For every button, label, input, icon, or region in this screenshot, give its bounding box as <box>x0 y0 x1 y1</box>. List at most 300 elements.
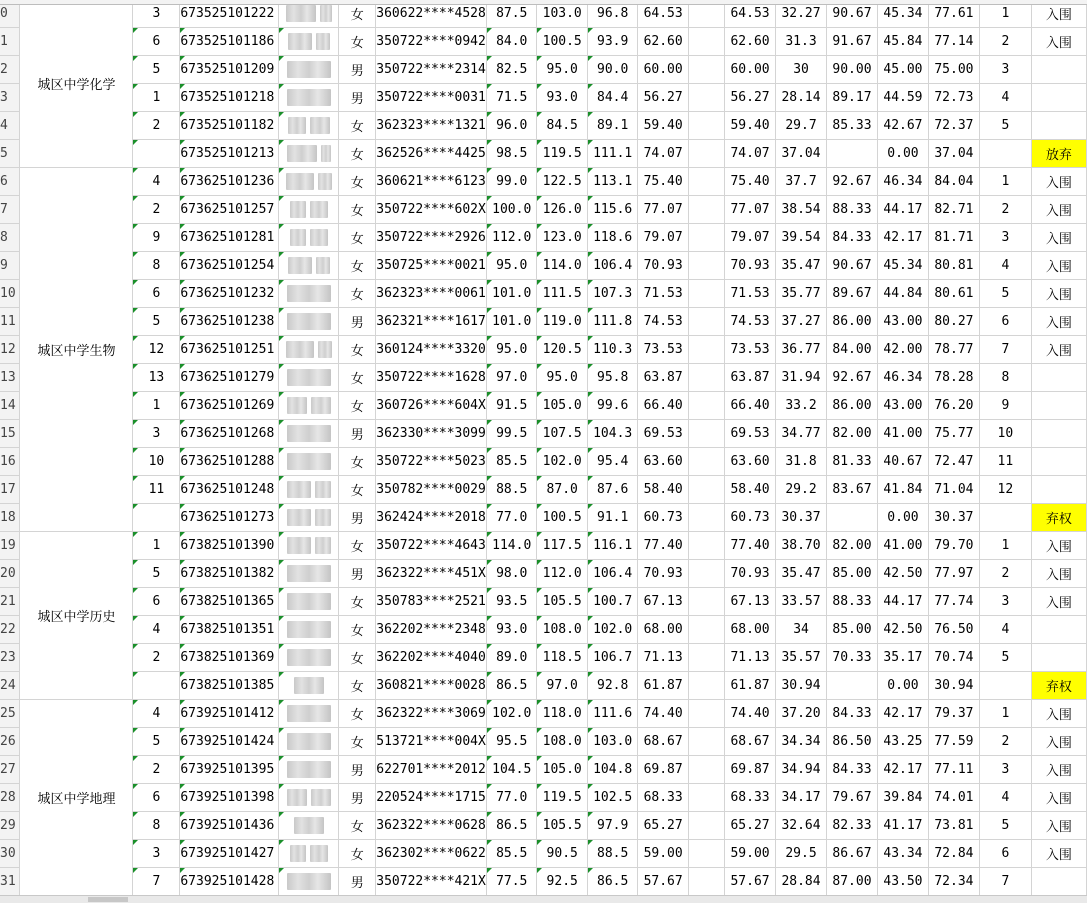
name-cell-redacted[interactable] <box>279 308 339 336</box>
status-cell[interactable]: 入围 <box>1031 168 1086 196</box>
score-cell[interactable]: 85.33 <box>827 112 878 140</box>
score-cell[interactable]: 86.00 <box>827 308 878 336</box>
rank-cell[interactable]: 1 <box>979 532 1031 560</box>
score-cell[interactable]: 95.0 <box>487 252 537 280</box>
row-header[interactable]: 14 <box>0 392 20 420</box>
id-card-cell[interactable]: 362330****3099 <box>376 420 487 448</box>
name-cell-redacted[interactable] <box>279 168 339 196</box>
status-cell[interactable] <box>1031 448 1086 476</box>
score-cell[interactable]: 46.34 <box>877 168 928 196</box>
name-cell-redacted[interactable] <box>279 728 339 756</box>
gender-cell[interactable]: 女 <box>339 140 376 168</box>
exam-id-cell[interactable]: 673925101398 <box>180 784 279 812</box>
gender-cell[interactable]: 女 <box>339 168 376 196</box>
score-cell[interactable]: 35.17 <box>877 644 928 672</box>
table-row[interactable] <box>0 448 1087 476</box>
exam-id-cell[interactable]: 673625101251 <box>180 336 279 364</box>
empty-cell[interactable] <box>689 224 725 252</box>
empty-cell[interactable] <box>689 280 725 308</box>
gender-cell[interactable]: 女 <box>339 644 376 672</box>
name-cell-redacted[interactable] <box>279 588 339 616</box>
seq-cell[interactable]: 11 <box>133 476 180 504</box>
score-cell[interactable]: 70.93 <box>638 560 689 588</box>
score-cell[interactable]: 29.5 <box>776 840 827 868</box>
score-cell[interactable]: 91.67 <box>827 28 878 56</box>
score-cell[interactable]: 100.5 <box>537 504 588 532</box>
score-cell[interactable]: 59.40 <box>638 112 689 140</box>
score-cell[interactable]: 95.0 <box>487 336 537 364</box>
exam-id-cell[interactable]: 673925101427 <box>180 840 279 868</box>
score-cell[interactable]: 77.61 <box>928 0 979 28</box>
score-cell[interactable]: 45.84 <box>877 28 928 56</box>
score-cell[interactable]: 126.0 <box>537 196 588 224</box>
score-cell[interactable]: 0.00 <box>877 504 928 532</box>
score-cell[interactable]: 59.00 <box>725 840 776 868</box>
gender-cell[interactable]: 女 <box>339 448 376 476</box>
score-cell[interactable]: 41.00 <box>877 420 928 448</box>
gender-cell[interactable]: 男 <box>339 560 376 588</box>
empty-cell[interactable] <box>689 560 725 588</box>
empty-cell[interactable] <box>689 28 725 56</box>
score-cell[interactable]: 84.4 <box>588 84 638 112</box>
id-card-cell[interactable]: 350783****2521 <box>376 588 487 616</box>
score-cell[interactable] <box>827 504 878 532</box>
score-cell[interactable]: 39.54 <box>776 224 827 252</box>
subject-group-cell[interactable]: 城区中学生物 <box>20 168 133 532</box>
table-row[interactable] <box>0 644 1087 672</box>
seq-cell[interactable]: 2 <box>133 112 180 140</box>
seq-cell[interactable]: 6 <box>133 280 180 308</box>
score-cell[interactable]: 95.8 <box>588 364 638 392</box>
score-cell[interactable]: 44.59 <box>877 84 928 112</box>
table-row[interactable] <box>0 28 1087 56</box>
name-cell-redacted[interactable] <box>279 784 339 812</box>
empty-cell[interactable] <box>689 672 725 700</box>
seq-cell[interactable]: 5 <box>133 308 180 336</box>
gender-cell[interactable]: 女 <box>339 672 376 700</box>
score-cell[interactable]: 97.9 <box>588 812 638 840</box>
name-cell-redacted[interactable] <box>279 224 339 252</box>
rank-cell[interactable]: 11 <box>979 448 1031 476</box>
rank-cell[interactable]: 3 <box>979 56 1031 84</box>
score-cell[interactable]: 122.5 <box>537 168 588 196</box>
table-row[interactable] <box>0 560 1087 588</box>
score-cell[interactable]: 106.7 <box>588 644 638 672</box>
score-cell[interactable]: 77.74 <box>928 588 979 616</box>
score-cell[interactable]: 33.57 <box>776 588 827 616</box>
table-row[interactable] <box>0 308 1087 336</box>
exam-id-cell[interactable]: 673625101238 <box>180 308 279 336</box>
name-cell-redacted[interactable] <box>279 476 339 504</box>
score-cell[interactable]: 117.5 <box>537 532 588 560</box>
id-card-cell[interactable]: 362526****4425 <box>376 140 487 168</box>
score-cell[interactable]: 93.0 <box>537 84 588 112</box>
subject-group-cell[interactable]: 城区中学地理 <box>20 700 133 896</box>
name-cell-redacted[interactable] <box>279 112 339 140</box>
name-cell-redacted[interactable] <box>279 532 339 560</box>
score-cell[interactable]: 70.33 <box>827 644 878 672</box>
score-cell[interactable]: 41.00 <box>877 532 928 560</box>
name-cell-redacted[interactable] <box>279 672 339 700</box>
gender-cell[interactable]: 女 <box>339 812 376 840</box>
score-cell[interactable]: 74.53 <box>725 308 776 336</box>
row-header[interactable]: 26 <box>0 728 20 756</box>
score-cell[interactable]: 92.67 <box>827 364 878 392</box>
score-cell[interactable]: 42.17 <box>877 700 928 728</box>
seq-cell[interactable]: 9 <box>133 224 180 252</box>
gender-cell[interactable]: 女 <box>339 0 376 28</box>
exam-id-cell[interactable]: 673925101424 <box>180 728 279 756</box>
rank-cell[interactable] <box>979 140 1031 168</box>
score-cell[interactable]: 41.84 <box>877 476 928 504</box>
score-cell[interactable]: 110.3 <box>588 336 638 364</box>
name-cell-redacted[interactable] <box>279 868 339 896</box>
exam-id-cell[interactable]: 673625101288 <box>180 448 279 476</box>
score-cell[interactable]: 34 <box>776 616 827 644</box>
score-cell[interactable]: 96.8 <box>588 0 638 28</box>
score-cell[interactable]: 85.5 <box>487 448 537 476</box>
score-cell[interactable]: 35.47 <box>776 252 827 280</box>
empty-cell[interactable] <box>689 868 725 896</box>
rank-cell[interactable] <box>979 672 1031 700</box>
table-row[interactable] <box>0 532 1087 560</box>
score-cell[interactable]: 99.5 <box>487 420 537 448</box>
score-cell[interactable] <box>827 672 878 700</box>
score-cell[interactable]: 83.67 <box>827 476 878 504</box>
row-header[interactable]: 11 <box>0 308 20 336</box>
seq-cell[interactable]: 13 <box>133 364 180 392</box>
score-cell[interactable]: 34.77 <box>776 420 827 448</box>
gender-cell[interactable]: 女 <box>339 616 376 644</box>
score-cell[interactable]: 31.3 <box>776 28 827 56</box>
score-cell[interactable]: 89.17 <box>827 84 878 112</box>
empty-cell[interactable] <box>689 364 725 392</box>
score-cell[interactable]: 72.37 <box>928 112 979 140</box>
score-cell[interactable]: 32.64 <box>776 812 827 840</box>
seq-cell[interactable]: 2 <box>133 756 180 784</box>
score-cell[interactable]: 63.60 <box>725 448 776 476</box>
status-cell[interactable]: 入围 <box>1031 336 1086 364</box>
score-cell[interactable]: 102.0 <box>588 616 638 644</box>
status-cell[interactable]: 入围 <box>1031 840 1086 868</box>
status-cell[interactable]: 入围 <box>1031 196 1086 224</box>
exam-id-cell[interactable]: 673525101182 <box>180 112 279 140</box>
table-row[interactable] <box>0 84 1087 112</box>
id-card-cell[interactable]: 360621****6123 <box>376 168 487 196</box>
score-cell[interactable]: 76.50 <box>928 616 979 644</box>
seq-cell[interactable]: 1 <box>133 392 180 420</box>
status-cell[interactable]: 入围 <box>1031 784 1086 812</box>
rank-cell[interactable]: 5 <box>979 112 1031 140</box>
score-cell[interactable]: 105.0 <box>537 392 588 420</box>
score-cell[interactable]: 90.0 <box>588 56 638 84</box>
score-cell[interactable]: 105.5 <box>537 812 588 840</box>
table-row[interactable] <box>0 140 1087 168</box>
table-row[interactable] <box>0 420 1087 448</box>
empty-cell[interactable] <box>689 504 725 532</box>
score-cell[interactable]: 71.5 <box>487 84 537 112</box>
score-cell[interactable]: 91.1 <box>588 504 638 532</box>
score-cell[interactable]: 41.17 <box>877 812 928 840</box>
status-cell[interactable]: 入围 <box>1031 756 1086 784</box>
score-cell[interactable]: 98.0 <box>487 560 537 588</box>
gender-cell[interactable]: 女 <box>339 28 376 56</box>
score-cell[interactable]: 70.93 <box>725 252 776 280</box>
score-cell[interactable]: 30.37 <box>928 504 979 532</box>
status-cell[interactable]: 入围 <box>1031 560 1086 588</box>
score-cell[interactable]: 43.00 <box>877 308 928 336</box>
row-header[interactable]: 2 <box>0 56 20 84</box>
score-cell[interactable]: 70.74 <box>928 644 979 672</box>
status-cell[interactable]: 入围 <box>1031 588 1086 616</box>
score-cell[interactable]: 71.53 <box>638 280 689 308</box>
score-cell[interactable]: 44.17 <box>877 588 928 616</box>
score-cell[interactable]: 92.67 <box>827 168 878 196</box>
score-cell[interactable]: 77.07 <box>725 196 776 224</box>
score-cell[interactable]: 118.5 <box>537 644 588 672</box>
score-cell[interactable]: 101.0 <box>487 308 537 336</box>
score-cell[interactable]: 38.70 <box>776 532 827 560</box>
score-cell[interactable]: 60.00 <box>638 56 689 84</box>
empty-cell[interactable] <box>689 112 725 140</box>
score-cell[interactable]: 43.00 <box>877 392 928 420</box>
exam-id-cell[interactable]: 673525101209 <box>180 56 279 84</box>
score-cell[interactable]: 72.47 <box>928 448 979 476</box>
score-cell[interactable]: 69.87 <box>725 756 776 784</box>
score-cell[interactable]: 84.00 <box>827 336 878 364</box>
empty-cell[interactable] <box>689 196 725 224</box>
score-cell[interactable]: 111.8 <box>588 308 638 336</box>
score-cell[interactable]: 70.93 <box>638 252 689 280</box>
seq-cell[interactable]: 1 <box>133 532 180 560</box>
score-cell[interactable]: 82.5 <box>487 56 537 84</box>
score-cell[interactable]: 105.0 <box>537 756 588 784</box>
table-row[interactable] <box>0 700 1087 728</box>
exam-id-cell[interactable]: 673825101369 <box>180 644 279 672</box>
score-cell[interactable]: 56.27 <box>638 84 689 112</box>
exam-id-cell[interactable]: 673825101351 <box>180 616 279 644</box>
row-header[interactable]: 27 <box>0 756 20 784</box>
score-cell[interactable]: 120.5 <box>537 336 588 364</box>
id-card-cell[interactable]: 360622****4528 <box>376 0 487 28</box>
score-cell[interactable]: 0.00 <box>877 140 928 168</box>
row-header[interactable]: 10 <box>0 280 20 308</box>
rank-cell[interactable]: 10 <box>979 420 1031 448</box>
score-cell[interactable]: 84.33 <box>827 756 878 784</box>
table-row[interactable] <box>0 112 1087 140</box>
row-header[interactable]: 7 <box>0 196 20 224</box>
table-row[interactable] <box>0 616 1087 644</box>
id-card-cell[interactable]: 350722****0031 <box>376 84 487 112</box>
exam-id-cell[interactable]: 673525101213 <box>180 140 279 168</box>
score-cell[interactable]: 89.0 <box>487 644 537 672</box>
score-cell[interactable]: 118.0 <box>537 700 588 728</box>
status-cell[interactable]: 弃权 <box>1031 504 1086 532</box>
score-cell[interactable]: 75.40 <box>725 168 776 196</box>
score-cell[interactable]: 113.1 <box>588 168 638 196</box>
score-cell[interactable]: 61.87 <box>725 672 776 700</box>
status-cell[interactable]: 入围 <box>1031 532 1086 560</box>
gender-cell[interactable]: 男 <box>339 868 376 896</box>
id-card-cell[interactable]: 220524****1715 <box>376 784 487 812</box>
seq-cell[interactable]: 8 <box>133 812 180 840</box>
rank-cell[interactable]: 2 <box>979 560 1031 588</box>
score-cell[interactable]: 84.33 <box>827 700 878 728</box>
empty-cell[interactable] <box>689 168 725 196</box>
id-card-cell[interactable]: 362322****3069 <box>376 700 487 728</box>
status-cell[interactable]: 入围 <box>1031 0 1086 28</box>
gender-cell[interactable]: 男 <box>339 756 376 784</box>
score-cell[interactable]: 84.04 <box>928 168 979 196</box>
score-cell[interactable]: 45.34 <box>877 252 928 280</box>
gender-cell[interactable]: 女 <box>339 392 376 420</box>
score-cell[interactable]: 87.00 <box>827 868 878 896</box>
score-cell[interactable]: 68.00 <box>725 616 776 644</box>
score-cell[interactable]: 86.67 <box>827 840 878 868</box>
row-header[interactable]: 6 <box>0 168 20 196</box>
score-cell[interactable]: 77.11 <box>928 756 979 784</box>
row-header[interactable]: 23 <box>0 644 20 672</box>
score-cell[interactable]: 66.40 <box>725 392 776 420</box>
name-cell-redacted[interactable] <box>279 420 339 448</box>
score-cell[interactable]: 37.04 <box>776 140 827 168</box>
gender-cell[interactable]: 女 <box>339 728 376 756</box>
score-cell[interactable]: 93.5 <box>487 588 537 616</box>
score-cell[interactable]: 45.00 <box>877 56 928 84</box>
empty-cell[interactable] <box>689 84 725 112</box>
empty-cell[interactable] <box>689 476 725 504</box>
seq-cell[interactable]: 6 <box>133 588 180 616</box>
score-cell[interactable]: 74.07 <box>725 140 776 168</box>
score-cell[interactable]: 79.70 <box>928 532 979 560</box>
score-cell[interactable]: 31.8 <box>776 448 827 476</box>
table-row[interactable] <box>0 224 1087 252</box>
id-card-cell[interactable]: 360821****0028 <box>376 672 487 700</box>
score-cell[interactable]: 118.6 <box>588 224 638 252</box>
status-cell[interactable] <box>1031 868 1086 896</box>
subject-group-cell[interactable]: 城区中学化学 <box>20 0 133 168</box>
exam-id-cell[interactable]: 673625101268 <box>180 420 279 448</box>
score-cell[interactable]: 106.4 <box>588 252 638 280</box>
seq-cell[interactable]: 6 <box>133 28 180 56</box>
table-row[interactable] <box>0 756 1087 784</box>
column-header-bar[interactable] <box>0 0 1087 5</box>
empty-cell[interactable] <box>689 336 725 364</box>
score-cell[interactable]: 62.60 <box>725 28 776 56</box>
score-cell[interactable]: 74.40 <box>638 700 689 728</box>
gender-cell[interactable]: 女 <box>339 336 376 364</box>
score-cell[interactable]: 77.40 <box>638 532 689 560</box>
score-cell[interactable]: 106.4 <box>588 560 638 588</box>
table-row[interactable] <box>0 392 1087 420</box>
id-card-cell[interactable]: 350722****421X <box>376 868 487 896</box>
score-cell[interactable]: 77.07 <box>638 196 689 224</box>
score-cell[interactable]: 114.0 <box>537 252 588 280</box>
gender-cell[interactable]: 女 <box>339 252 376 280</box>
rank-cell[interactable]: 3 <box>979 588 1031 616</box>
name-cell-redacted[interactable] <box>279 140 339 168</box>
score-cell[interactable]: 99.6 <box>588 392 638 420</box>
status-cell[interactable]: 入围 <box>1031 812 1086 840</box>
score-cell[interactable]: 72.84 <box>928 840 979 868</box>
score-cell[interactable]: 82.00 <box>827 532 878 560</box>
score-cell[interactable]: 42.17 <box>877 756 928 784</box>
seq-cell[interactable] <box>133 672 180 700</box>
score-cell[interactable]: 90.67 <box>827 252 878 280</box>
score-cell[interactable]: 100.5 <box>537 28 588 56</box>
exam-id-cell[interactable]: 673625101248 <box>180 476 279 504</box>
exam-id-cell[interactable]: 673525101186 <box>180 28 279 56</box>
rank-cell[interactable]: 4 <box>979 784 1031 812</box>
empty-cell[interactable] <box>689 644 725 672</box>
rank-cell[interactable]: 6 <box>979 308 1031 336</box>
exam-id-cell[interactable]: 673825101382 <box>180 560 279 588</box>
name-cell-redacted[interactable] <box>279 196 339 224</box>
exam-id-cell[interactable]: 673625101236 <box>180 168 279 196</box>
score-cell[interactable]: 82.33 <box>827 812 878 840</box>
score-cell[interactable]: 43.34 <box>877 840 928 868</box>
score-cell[interactable]: 38.54 <box>776 196 827 224</box>
rank-cell[interactable]: 2 <box>979 728 1031 756</box>
name-cell-redacted[interactable] <box>279 28 339 56</box>
rank-cell[interactable]: 7 <box>979 336 1031 364</box>
seq-cell[interactable]: 6 <box>133 784 180 812</box>
score-cell[interactable]: 60.73 <box>725 504 776 532</box>
id-card-cell[interactable]: 350722****1628 <box>376 364 487 392</box>
score-cell[interactable]: 64.53 <box>725 0 776 28</box>
table-row[interactable] <box>0 588 1087 616</box>
name-cell-redacted[interactable] <box>279 560 339 588</box>
seq-cell[interactable]: 5 <box>133 560 180 588</box>
rank-cell[interactable]: 5 <box>979 644 1031 672</box>
seq-cell[interactable]: 3 <box>133 0 180 28</box>
score-cell[interactable]: 102.5 <box>588 784 638 812</box>
exam-id-cell[interactable]: 673625101281 <box>180 224 279 252</box>
score-cell[interactable]: 30.94 <box>776 672 827 700</box>
score-cell[interactable]: 93.9 <box>588 28 638 56</box>
name-cell-redacted[interactable] <box>279 364 339 392</box>
exam-id-cell[interactable]: 673525101218 <box>180 84 279 112</box>
exam-id-cell[interactable]: 673625101273 <box>180 504 279 532</box>
name-cell-redacted[interactable] <box>279 280 339 308</box>
score-cell[interactable]: 89.67 <box>827 280 878 308</box>
seq-cell[interactable]: 5 <box>133 728 180 756</box>
exam-id-cell[interactable]: 673825101385 <box>180 672 279 700</box>
score-cell[interactable]: 37.27 <box>776 308 827 336</box>
rank-cell[interactable]: 5 <box>979 812 1031 840</box>
score-cell[interactable]: 86.5 <box>487 812 537 840</box>
row-header[interactable]: 19 <box>0 532 20 560</box>
rank-cell[interactable]: 7 <box>979 868 1031 896</box>
score-cell[interactable]: 44.84 <box>877 280 928 308</box>
row-header[interactable]: 13 <box>0 364 20 392</box>
score-cell[interactable]: 112.0 <box>487 224 537 252</box>
score-cell[interactable]: 74.07 <box>638 140 689 168</box>
score-cell[interactable]: 100.7 <box>588 588 638 616</box>
score-cell[interactable]: 66.40 <box>638 392 689 420</box>
seq-cell[interactable]: 8 <box>133 252 180 280</box>
id-card-cell[interactable]: 350722****2314 <box>376 56 487 84</box>
empty-cell[interactable] <box>689 616 725 644</box>
rank-cell[interactable]: 9 <box>979 392 1031 420</box>
gender-cell[interactable]: 男 <box>339 56 376 84</box>
status-cell[interactable] <box>1031 644 1086 672</box>
id-card-cell[interactable]: 362302****0622 <box>376 840 487 868</box>
score-cell[interactable]: 63.87 <box>725 364 776 392</box>
empty-cell[interactable] <box>689 420 725 448</box>
rank-cell[interactable]: 4 <box>979 252 1031 280</box>
name-cell-redacted[interactable] <box>279 644 339 672</box>
